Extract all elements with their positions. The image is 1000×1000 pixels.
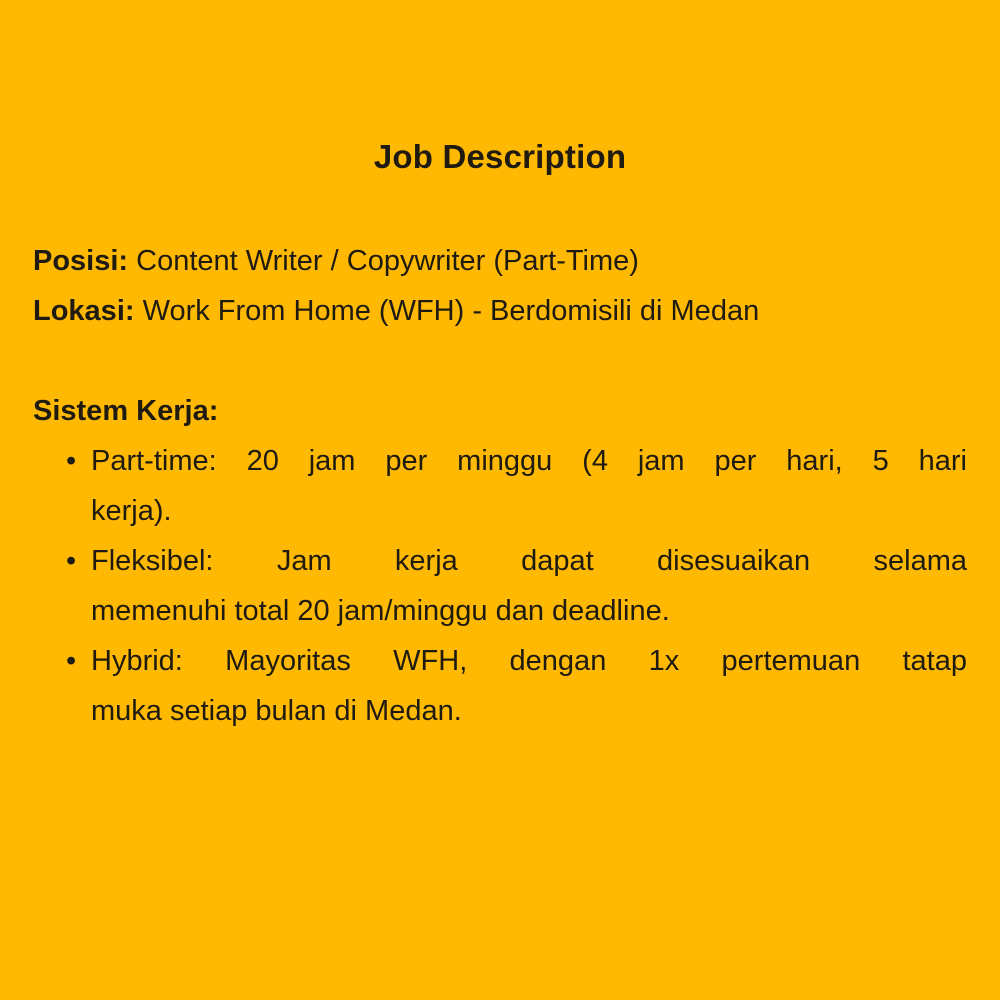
location-value: Work From Home (WFH) - Berdomisili di Medan bbox=[142, 295, 760, 327]
bullet-icon: • bbox=[66, 445, 77, 477]
position-value: Content Writer / Copywriter (Part-Time) bbox=[136, 245, 639, 277]
list-item-line: Fleksibel: Jam kerja dapat disesuaikan selama bbox=[91, 545, 967, 577]
bullet-icon: • bbox=[66, 545, 77, 577]
section-heading-sistem-kerja: Sistem Kerja: bbox=[33, 395, 219, 427]
list-item-line: Part-time: 20 jam per minggu (4 jam per hari, 5 hari bbox=[91, 445, 967, 477]
meta-block bbox=[33, 236, 967, 336]
list-item-fleksibel bbox=[33, 536, 967, 636]
list-item-line: Hybrid: Mayoritas WFH, dengan 1x pertemuan tatap bbox=[91, 645, 967, 677]
location-line bbox=[33, 286, 967, 336]
list-item-line: kerja). bbox=[91, 495, 172, 527]
list-item-part-time bbox=[33, 436, 967, 536]
page-title: Job Description bbox=[373, 138, 627, 175]
list-item-line: memenuhi total 20 jam/minggu dan deadline. bbox=[91, 595, 670, 627]
location-label: Lokasi: bbox=[33, 295, 135, 327]
bullet-icon: • bbox=[66, 645, 77, 677]
list-item-hybrid bbox=[33, 636, 967, 736]
list-item-line: muka setiap bulan di Medan. bbox=[91, 695, 462, 727]
work-system-list bbox=[33, 436, 967, 736]
position-line bbox=[33, 236, 967, 286]
position-label: Posisi: bbox=[33, 245, 129, 277]
